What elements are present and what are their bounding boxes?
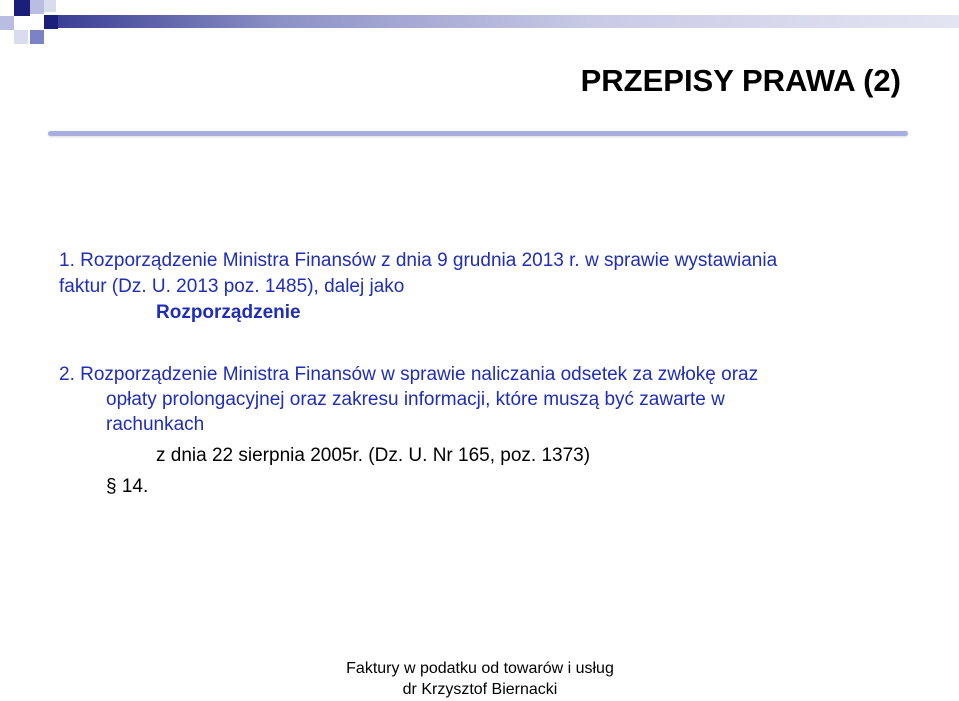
decor-square-mid <box>30 30 44 44</box>
item2-date: z dnia 22 sierpnia 2005r. (Dz. U. Nr 165, poz. 1373) <box>156 445 591 466</box>
item1-line1: 1. Rozporządzenie Ministra Finansów z dnia 9 grudnia 2013 r. w sprawie wystawiania <box>59 250 778 271</box>
footer-author: dr Krzysztof Biernacki <box>402 681 558 698</box>
decor-square-pale <box>44 0 56 12</box>
header-gradient-bar <box>58 15 959 28</box>
item2-line2: opłaty prolongacyjnej oraz zakresu informacji, które muszą być zawarte w <box>106 389 725 410</box>
item2-line3: rachunkach <box>106 414 205 435</box>
item1-line2: faktur (Dz. U. 2013 poz. 1485), dalej jako <box>59 276 405 297</box>
title-divider <box>48 131 908 136</box>
slide-title: PRZEPISY PRAWA (2) <box>580 63 901 98</box>
decor-square-light <box>0 16 14 30</box>
decor-square-light <box>30 0 44 14</box>
item2-line1: 2. Rozporządzenie Ministra Finansów w sprawie naliczania odsetek za zwłokę oraz <box>59 364 759 385</box>
item1-label: Rozporządzenie <box>156 302 301 323</box>
decor-square-dark <box>44 15 58 29</box>
decor-square-pale <box>14 30 28 44</box>
footer-subject: Faktury w podatku od towarów i usług <box>346 660 614 677</box>
item2-section: § 14. <box>106 476 149 497</box>
decor-square-dark <box>14 0 30 16</box>
